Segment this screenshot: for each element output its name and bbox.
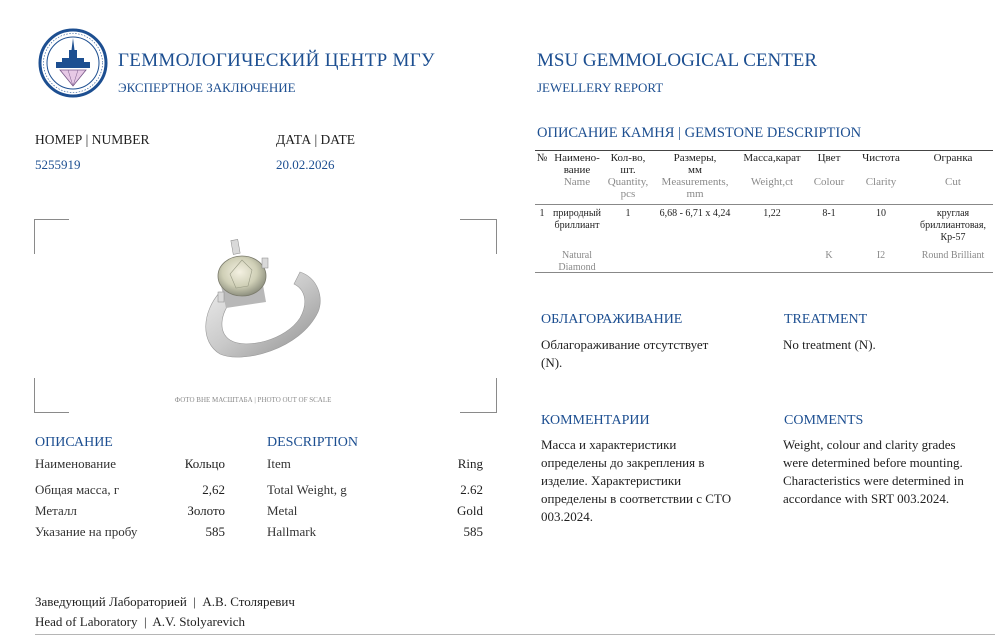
desc-ru-value: 2,62 <box>202 482 225 497</box>
en-subtitle: JEWELLERY REPORT <box>537 80 664 95</box>
gem-cell-en <box>653 250 737 274</box>
ru-subtitle: ЭКСПЕРТНОЕ ЗАКЛЮЧЕНИЕ <box>118 80 296 95</box>
gem-table-top-rule <box>535 150 993 151</box>
gem-cell: 1,22 <box>763 208 781 219</box>
gem-cell-en <box>533 250 551 274</box>
gem-cell-en: K <box>825 250 833 261</box>
gem-cell: 6,68 - 6,71 x 4,24 <box>659 208 731 219</box>
treatment-text-en: No treatment (N). <box>783 337 876 352</box>
photo-frame-corner-tl <box>34 219 69 254</box>
gem-row-en <box>533 250 995 274</box>
photo-frame-corner-tr <box>460 219 497 254</box>
desc-en-value: 585 <box>463 524 483 539</box>
footer-separator: | <box>140 614 150 629</box>
ring-photo <box>190 232 330 362</box>
gemstone-table <box>533 152 995 274</box>
gem-cell-en <box>603 250 653 274</box>
desc-ru-label: Наименование <box>35 456 116 471</box>
number-value: 5255919 <box>35 157 81 172</box>
desc-en-label: Metal <box>267 503 298 518</box>
gem-th-en <box>533 176 551 200</box>
desc-ru-value: 585 <box>205 524 225 539</box>
footer-name-ru: А.В. Столяревич <box>202 594 295 609</box>
ru-title: ГЕММОЛОГИЧЕСКИЙ ЦЕНТР МГУ <box>118 50 435 71</box>
comments-text-ru: Масса и характеристики определены до закрепления в изделие. Характеристики определены в соответствии с СТО 003.2024. <box>541 437 732 524</box>
desc-en-label: Item <box>267 456 291 471</box>
gem-cell-en: Round Brilliant <box>921 250 985 261</box>
gem-th: № <box>536 152 548 164</box>
gem-th: Кол-во, шт. <box>610 152 646 176</box>
number-label: НОМЕР | NUMBER <box>35 132 150 147</box>
gem-header-ru <box>533 152 995 176</box>
gem-th: Огранка <box>933 152 973 164</box>
treatment-text-ru: Облагораживание отсутствует (N). <box>541 337 709 370</box>
comments-heading-ru: КОММЕНТАРИИ <box>541 413 650 428</box>
footer-role-ru: Заведующий Лабораторией <box>35 594 187 609</box>
gem-header-en <box>533 176 995 200</box>
desc-en-label: Total Weight, g <box>267 482 347 497</box>
gem-cell-en: I2 <box>876 250 886 261</box>
gem-th-en: Clarity <box>865 176 897 188</box>
photo-caption: ФОТО ВНЕ МАСШТАБА | PHOTO OUT OF SCALE <box>174 396 332 404</box>
gem-th: Цвет <box>817 152 841 164</box>
desc-ru-label: Общая масса, г <box>35 482 120 497</box>
footer-name-en: A.V. Stolyarevich <box>152 614 245 629</box>
gem-cell-en <box>737 250 807 274</box>
gem-th-en: Measurements, mm <box>661 176 729 200</box>
gem-th-en: Cut <box>945 176 961 188</box>
desc-en-label: Hallmark <box>267 524 317 539</box>
gem-cell: 10 <box>876 208 886 219</box>
msu-logo-icon <box>38 28 108 98</box>
footer-role-en: Head of Laboratory <box>35 614 138 629</box>
gem-th-en: Colour <box>813 176 845 188</box>
gem-cell: природный бриллиант <box>553 208 601 231</box>
date-label: ДАТА | DATE <box>276 132 356 147</box>
gem-th-en: Quantity, pcs <box>607 176 649 200</box>
gemstone-heading: ОПИСАНИЕ КАМНЯ | GEMSTONE DESCRIPTION <box>537 125 862 141</box>
footer-en <box>35 614 245 630</box>
description-heading-en: DESCRIPTION <box>267 435 359 450</box>
desc-ru-value: Золото <box>187 503 225 518</box>
gem-cell: 1 <box>625 208 631 219</box>
treatment-heading-ru: ОБЛАГОРАЖИВАНИЕ <box>541 312 683 327</box>
footer-separator: | <box>190 594 200 609</box>
treatment-heading-en: TREATMENT <box>784 312 868 327</box>
footer-rule <box>35 634 995 635</box>
gem-row-ru <box>533 205 995 244</box>
gem-cell: 1 <box>539 208 545 219</box>
comments-heading-en: COMMENTS <box>784 413 864 428</box>
gem-cell-en: Natural Diamond <box>558 250 596 273</box>
gem-th: Наимено- вание <box>554 152 600 176</box>
footer-ru <box>35 594 295 610</box>
desc-ru-value: Кольцо <box>184 456 225 471</box>
gem-th-en: Weight,ct <box>750 176 794 188</box>
gem-th-en: Name <box>563 176 591 188</box>
gem-th: Масса,карат <box>743 152 801 164</box>
gem-cell: 8-1 <box>822 208 836 219</box>
desc-ru-label: Указание на пробу <box>35 524 138 539</box>
date-value: 20.02.2026 <box>276 157 335 172</box>
desc-en-value: Ring <box>457 456 483 471</box>
desc-en-value: Gold <box>457 503 483 518</box>
gem-th: Чистота <box>862 152 900 164</box>
en-title: MSU GEMMOLOGICAL CENTER <box>537 50 818 71</box>
desc-en-value: 2.62 <box>460 482 483 497</box>
description-heading-ru: ОПИСАНИЕ <box>35 435 113 450</box>
comments-text-en: Weight, colour and clarity grades were determined before mounting. Characteristics were determined in accordance with SRT 003.2024. <box>783 437 964 506</box>
gem-th: Размеры, мм <box>673 152 717 176</box>
desc-ru-label: Металл <box>35 503 77 518</box>
gem-cell: круглая бриллиантовая, Кр-57 <box>920 208 986 243</box>
